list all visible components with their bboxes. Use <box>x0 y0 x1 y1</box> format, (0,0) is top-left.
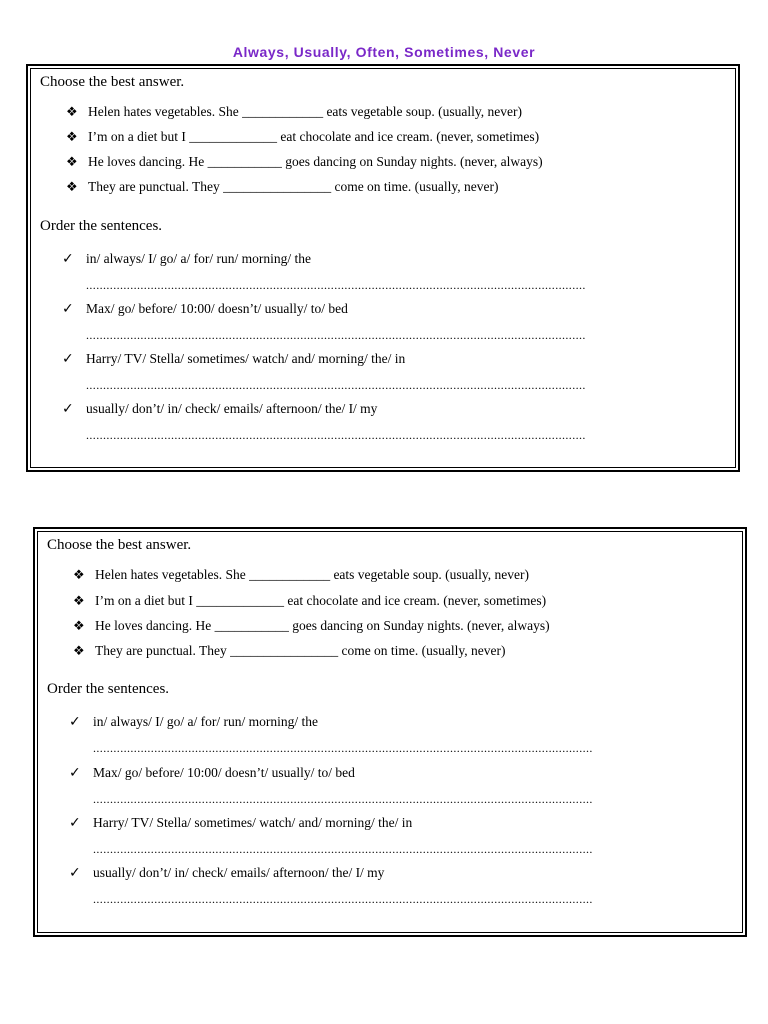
diamond-bullet-icon: ❖ <box>73 567 85 582</box>
diamond-bullet-icon: ❖ <box>73 593 85 608</box>
order-item <box>69 815 412 831</box>
order-item-text: usually/ don’t/ in/ check/ emails/ afternoon/ the/ I/ my <box>86 401 378 416</box>
diamond-bullet-icon: ❖ <box>66 179 78 194</box>
answer-line: ................................................................................................................................................... <box>93 842 593 856</box>
check-mark-icon: ✓ <box>69 815 81 831</box>
order-item-text: Harry/ TV/ Stella/ sometimes/ watch/ and/ morning/ the/ in <box>93 815 413 830</box>
choose-item <box>66 179 499 195</box>
choose-item-text: I’m on a diet but I _____________ eat chocolate and ice cream. (never, sometimes) <box>95 593 547 608</box>
order-item <box>62 301 348 317</box>
order-item-text: Max/ go/ before/ 10:00/ doesn’t/ usually/ to/ bed <box>86 301 348 316</box>
order-heading: Order the sentences. <box>40 218 163 234</box>
order-item-text: usually/ don’t/ in/ check/ emails/ afternoon/ the/ I/ my <box>93 865 385 880</box>
answer-line: ................................................................................................................................................... <box>93 892 593 906</box>
diamond-bullet-icon: ❖ <box>73 618 85 633</box>
answer-line: ................................................................................................................................................... <box>93 741 593 755</box>
order-heading: Order the sentences. <box>47 681 170 697</box>
check-mark-icon: ✓ <box>62 401 74 417</box>
diamond-bullet-icon: ❖ <box>66 154 78 169</box>
choose-item-text: They are punctual. They ________________ come on time. (usually, never) <box>88 179 499 194</box>
choose-item-text: They are punctual. They ________________ come on time. (usually, never) <box>95 643 506 658</box>
order-item-text: Max/ go/ before/ 10:00/ doesn’t/ usually/ to/ bed <box>93 765 355 780</box>
choose-item-text: Helen hates vegetables. She ____________ eats vegetable soup. (usually, never) <box>95 567 529 582</box>
order-item <box>69 865 384 881</box>
worksheet-box-2 <box>33 527 747 937</box>
order-item <box>69 765 355 781</box>
choose-heading: Choose the best answer. <box>40 74 185 90</box>
diamond-bullet-icon: ❖ <box>73 643 85 658</box>
choose-item <box>73 643 506 659</box>
diamond-bullet-icon: ❖ <box>66 104 78 119</box>
answer-line: ................................................................................................................................................... <box>86 328 586 342</box>
check-mark-icon: ✓ <box>69 765 81 781</box>
choose-item-text: I’m on a diet but I _____________ eat chocolate and ice cream. (never, sometimes) <box>88 129 540 144</box>
choose-heading: Choose the best answer. <box>47 537 192 553</box>
order-item-text: in/ always/ I/ go/ a/ for/ run/ morning/ the <box>93 714 318 729</box>
worksheet-title: Always, Usually, Often, Sometimes, Never <box>232 44 536 60</box>
answer-line: ................................................................................................................................................... <box>86 428 586 442</box>
choose-item <box>73 593 546 609</box>
choose-item <box>66 154 543 170</box>
check-mark-icon: ✓ <box>69 865 81 881</box>
check-mark-icon: ✓ <box>62 301 74 317</box>
check-mark-icon: ✓ <box>62 251 74 267</box>
choose-item <box>66 104 522 120</box>
choose-item <box>73 618 550 634</box>
check-mark-icon: ✓ <box>69 714 81 730</box>
choose-item-text: He loves dancing. He ___________ goes dancing on Sunday nights. (never, always) <box>88 154 543 169</box>
order-item <box>69 714 318 730</box>
answer-line: ................................................................................................................................................... <box>86 278 586 292</box>
order-item-text: Harry/ TV/ Stella/ sometimes/ watch/ and/ morning/ the/ in <box>86 351 406 366</box>
choose-item-text: Helen hates vegetables. She ____________ eats vegetable soup. (usually, never) <box>88 104 522 119</box>
answer-line: ................................................................................................................................................... <box>93 792 593 806</box>
worksheet-box-1 <box>26 64 740 472</box>
order-item <box>62 251 311 267</box>
order-item <box>62 401 377 417</box>
choose-item <box>66 129 539 145</box>
check-mark-icon: ✓ <box>62 351 74 367</box>
answer-line: ................................................................................................................................................... <box>86 378 586 392</box>
choose-item-text: He loves dancing. He ___________ goes dancing on Sunday nights. (never, always) <box>95 618 550 633</box>
diamond-bullet-icon: ❖ <box>66 129 78 144</box>
order-item-text: in/ always/ I/ go/ a/ for/ run/ morning/ the <box>86 251 311 266</box>
order-item <box>62 351 405 367</box>
choose-item <box>73 567 529 583</box>
